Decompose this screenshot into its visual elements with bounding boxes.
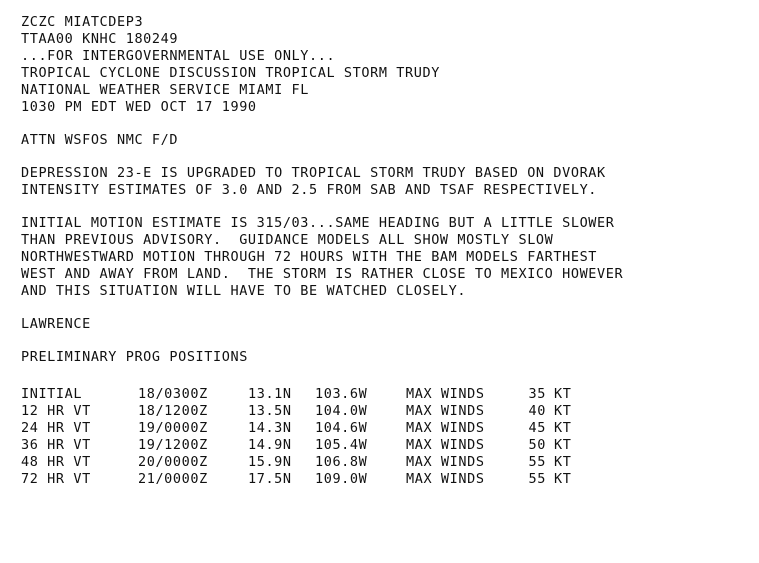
header-line-wmo-id: TTAA00 KNHC 180249 (21, 31, 179, 47)
spacer (21, 199, 623, 215)
wind-unit: KT (554, 403, 572, 419)
valid-time-cell: INITIAL (21, 386, 83, 402)
longitude-cell: 103.6W (315, 386, 368, 402)
latitude-cell: 14.9N (248, 437, 292, 453)
paragraph-line: INITIAL MOTION ESTIMATE IS 315/03...SAME HEADING BUT A LITTLE SLOWER (21, 215, 615, 231)
spacer (21, 300, 623, 316)
paragraph-line: DEPRESSION 23-E IS UPGRADED TO TROPICAL STORM TRUDY BASED ON DVORAK (21, 165, 606, 181)
longitude-cell: 109.0W (315, 471, 368, 487)
max-winds-value: 55 (528, 454, 546, 470)
datetime-cell: 18/1200Z (138, 403, 208, 419)
spacer (21, 149, 623, 165)
max-winds-value: 40 (528, 403, 546, 419)
wind-unit: KT (554, 454, 572, 470)
table-row (21, 420, 584, 437)
paragraph-line: WEST AND AWAY FROM LAND. THE STORM IS RATHER CLOSE TO MEXICO HOWEVER (21, 266, 624, 282)
max-winds-label: MAX WINDS (406, 471, 485, 487)
table-row (21, 403, 584, 420)
valid-time-cell: 48 HR VT (21, 454, 91, 470)
max-winds-label: MAX WINDS (406, 454, 485, 470)
table-row (21, 437, 584, 454)
longitude-cell: 105.4W (315, 437, 368, 453)
table-row (21, 454, 584, 471)
valid-time-cell: 12 HR VT (21, 403, 91, 419)
datetime-cell: 18/0300Z (138, 386, 208, 402)
max-winds-label: MAX WINDS (406, 386, 485, 402)
header-line-datetime: 1030 PM EDT WED OCT 17 1990 (21, 99, 257, 115)
table-row (21, 471, 584, 488)
max-winds-value: 35 (528, 386, 546, 402)
attention-line: ATTN WSFOS NMC F/D (21, 132, 179, 148)
max-winds-value: 50 (528, 437, 546, 453)
datetime-cell: 19/0000Z (138, 420, 208, 436)
longitude-cell: 104.6W (315, 420, 368, 436)
prog-positions-table (21, 386, 584, 488)
datetime-cell: 20/0000Z (138, 454, 208, 470)
positions-title: PRELIMINARY PROG POSITIONS (21, 349, 248, 365)
wind-unit: KT (554, 437, 572, 453)
valid-time-cell: 72 HR VT (21, 471, 91, 487)
latitude-cell: 15.9N (248, 454, 292, 470)
longitude-cell: 106.8W (315, 454, 368, 470)
wind-unit: KT (554, 420, 572, 436)
valid-time-cell: 24 HR VT (21, 420, 91, 436)
spacer (21, 366, 623, 382)
longitude-cell: 104.0W (315, 403, 368, 419)
spacer (21, 116, 623, 132)
latitude-cell: 14.3N (248, 420, 292, 436)
wind-unit: KT (554, 471, 572, 487)
spacer (21, 333, 623, 349)
datetime-cell: 19/1200Z (138, 437, 208, 453)
header-block (21, 14, 623, 116)
paragraph-upgrade (21, 165, 623, 199)
header-line-title: TROPICAL CYCLONE DISCUSSION TROPICAL STORM TRUDY (21, 65, 440, 81)
paragraph-line: THAN PREVIOUS ADVISORY. GUIDANCE MODELS ALL SHOW MOSTLY SLOW (21, 232, 554, 248)
latitude-cell: 17.5N (248, 471, 292, 487)
discussion-document (21, 14, 623, 488)
paragraph-line: INTENSITY ESTIMATES OF 3.0 AND 2.5 FROM SAB AND TSAF RESPECTIVELY. (21, 182, 598, 198)
paragraph-motion (21, 215, 623, 300)
header-line-restriction: ...FOR INTERGOVERNMENTAL USE ONLY... (21, 48, 336, 64)
max-winds-label: MAX WINDS (406, 420, 485, 436)
max-winds-label: MAX WINDS (406, 437, 485, 453)
paragraph-line: AND THIS SITUATION WILL HAVE TO BE WATCHED CLOSELY. (21, 283, 467, 299)
header-line-office: NATIONAL WEATHER SERVICE MIAMI FL (21, 82, 310, 98)
latitude-cell: 13.5N (248, 403, 292, 419)
max-winds-label: MAX WINDS (406, 403, 485, 419)
datetime-cell: 21/0000Z (138, 471, 208, 487)
forecaster-signature: LAWRENCE (21, 316, 91, 332)
max-winds-value: 55 (528, 471, 546, 487)
max-winds-value: 45 (528, 420, 546, 436)
paragraph-line: NORTHWESTWARD MOTION THROUGH 72 HOURS WITH THE BAM MODELS FARTHEST (21, 249, 598, 265)
wind-unit: KT (554, 386, 572, 402)
header-line-product-id: ZCZC MIATCDEP3 (21, 14, 144, 30)
latitude-cell: 13.1N (248, 386, 292, 402)
valid-time-cell: 36 HR VT (21, 437, 91, 453)
table-row (21, 386, 584, 403)
